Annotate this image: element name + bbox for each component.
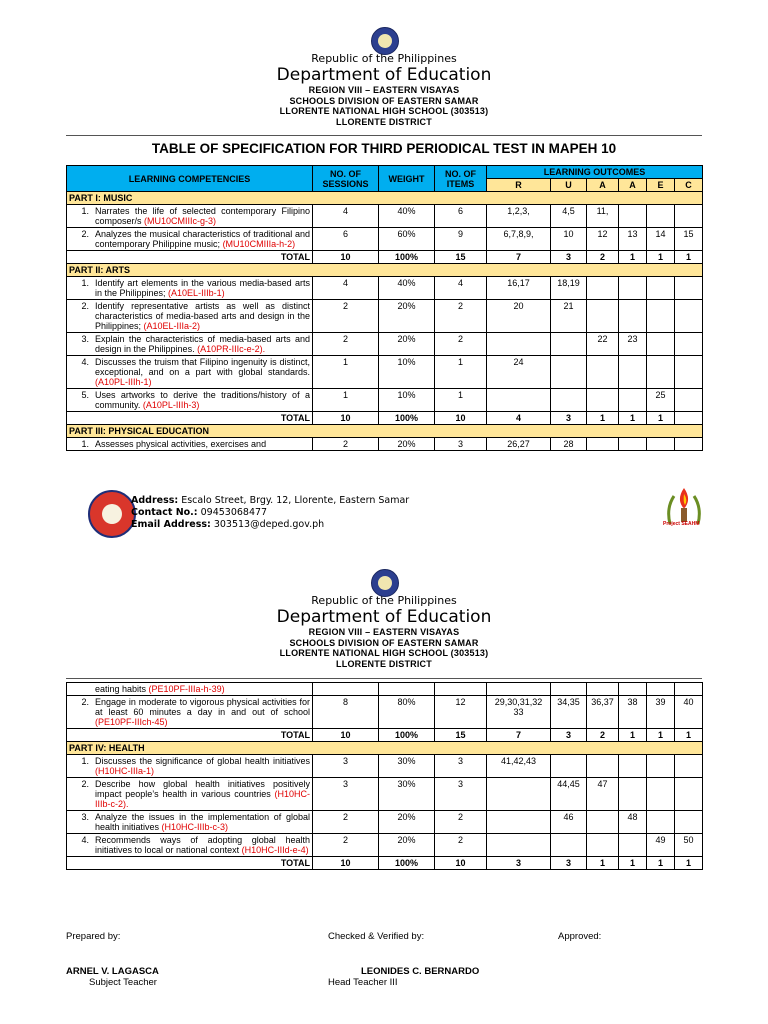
competency-code: (PE10PF-IIIch-45) (95, 717, 168, 727)
weight-cell: 20% (379, 333, 435, 356)
total-e-cell: 1 (647, 412, 675, 425)
header2-line-2: SCHOOLS DIVISION OF EASTERN SAMAR (289, 637, 479, 648)
outcome-a1-cell (587, 356, 619, 389)
competency-number: 1. (81, 439, 89, 449)
header-line-1: REGION VIII – EASTERN VISAYAS (308, 85, 460, 95)
outcome-c-cell (675, 389, 703, 412)
pe-continued-cell (67, 683, 313, 696)
header2-line-4: LLORENTE DISTRICT (336, 658, 432, 669)
competency-row (67, 834, 703, 857)
competency-text: Analyze the issues in the implementation of global health initiatives (95, 812, 310, 832)
competency-text: Discusses the truism that Filipino ingenuity is distinct, exceptional, and on a part with global standards. (95, 357, 310, 377)
outcome-a2-cell: 38 (619, 696, 647, 729)
weight-cell: 30% (379, 778, 435, 811)
total-c-cell: 1 (675, 857, 703, 870)
weight-cell: 60% (379, 228, 435, 251)
header-outcome-r: R (487, 179, 551, 192)
preparer-name: ARNEL V. LAGASCA (66, 966, 159, 977)
items-cell: 2 (435, 300, 487, 333)
music-rows (67, 205, 703, 251)
email-value: 303513@deped.gov.ph (210, 519, 325, 530)
specification-table-page2 (66, 682, 703, 870)
outcome-u-cell (551, 333, 587, 356)
competency-text: Engage in moderate to vigorous physical activities for at least 60 minutes a day in and out of school (95, 697, 310, 717)
competency-text: Explain the characteristics of media-based arts and design in the Philippines. (95, 334, 310, 354)
header-competencies: LEARNING COMPETENCIES (67, 166, 313, 192)
header-line-4: LLORENTE DISTRICT (336, 116, 432, 127)
arts-total-row (67, 412, 703, 425)
competency-text: Identify art elements in the various media-based arts in the Philippines; (95, 278, 310, 298)
total-items-cell: 15 (435, 729, 487, 742)
outcome-a1-cell: 11, (587, 205, 619, 228)
checked-by-label: Checked & Verified by: (328, 931, 425, 942)
total-weight-cell: 100% (379, 251, 435, 264)
weight-cell: 80% (379, 696, 435, 729)
outcome-e-cell (647, 438, 675, 451)
outcome-e-cell (647, 755, 675, 778)
part-music-heading: PART I: MUSIC (67, 192, 703, 205)
header-weight: WEIGHT (379, 166, 435, 192)
competency-number: 1. (81, 206, 89, 216)
header-items: NO. OF ITEMS (435, 166, 487, 192)
total-a1-cell: 1 (587, 857, 619, 870)
outcome-e-cell: 49 (647, 834, 675, 857)
preparer-role: Subject Teacher (89, 977, 157, 988)
competency-cell (67, 356, 313, 389)
total-u-cell: 3 (551, 729, 587, 742)
competency-cell (67, 755, 313, 778)
pe-row2 (67, 696, 703, 729)
outcome-c-cell (675, 333, 703, 356)
total-items-cell: 10 (435, 857, 487, 870)
outcome-u-cell: 18,19 (551, 277, 587, 300)
total-e-cell: 1 (647, 251, 675, 264)
outcome-e-cell (647, 300, 675, 333)
competency-number: 4. (81, 835, 89, 845)
competency-row (67, 356, 703, 389)
sessions-cell: 3 (313, 755, 379, 778)
outcome-r-cell (487, 811, 551, 834)
competency-row (67, 228, 703, 251)
department-heading: Department of Education (276, 65, 492, 85)
competency-code: (A10PL-IIIh-3) (142, 400, 200, 410)
outcome-a1-cell (587, 300, 619, 333)
total-c-cell: 1 (675, 729, 703, 742)
republic-heading: Republic of the Philippines (311, 52, 457, 65)
total-a2-cell: 1 (619, 251, 647, 264)
outcome-u-cell: 44,45 (551, 778, 587, 811)
weight-cell: 10% (379, 389, 435, 412)
outcome-c-cell: 50 (675, 834, 703, 857)
items-cell: 9 (435, 228, 487, 251)
weight-cell: 20% (379, 811, 435, 834)
outcome-e-cell (647, 205, 675, 228)
total-a1-cell: 1 (587, 412, 619, 425)
outcome-a1-cell: 47 (587, 778, 619, 811)
competency-row (67, 778, 703, 811)
outcome-r-cell (487, 333, 551, 356)
competency-code: (A10PR-IIIc-e-2). (197, 344, 266, 354)
checker-role: Head Teacher III (328, 977, 398, 988)
project-label: Project SEAHM (663, 521, 700, 527)
total-e-cell: 1 (647, 857, 675, 870)
competency-text: Describe how global health initiatives positively impact people’s health in various countries (95, 779, 310, 799)
total-sessions-cell: 10 (313, 857, 379, 870)
outcome-a2-cell (619, 389, 647, 412)
school-logo-icon (88, 490, 136, 538)
competency-code: (A10EL-IIIa-2) (143, 321, 201, 331)
outcome-r-cell: 29,30,31,32 33 (487, 696, 551, 729)
outcome-u-cell: 4,5 (551, 205, 587, 228)
outcome-c-cell (675, 277, 703, 300)
weight-cell: 40% (379, 277, 435, 300)
total-c-cell: 1 (675, 251, 703, 264)
items-cell: 3 (435, 755, 487, 778)
sessions-cell: 2 (313, 811, 379, 834)
deped-seal-icon (371, 27, 399, 55)
weight-cell: 20% (379, 438, 435, 451)
competency-text: Recommends ways of adopting global health initiatives to local or national context (95, 835, 310, 855)
sessions-cell: 1 (313, 356, 379, 389)
competency-text: Analyzes the musical characteristics of traditional and contemporary Philippine music; (95, 229, 310, 249)
competency-cell (67, 277, 313, 300)
outcome-e-cell: 14 (647, 228, 675, 251)
total-r-cell: 3 (487, 857, 551, 870)
outcome-a2-cell (619, 356, 647, 389)
competency-row (67, 300, 703, 333)
outcome-c-cell (675, 811, 703, 834)
sessions-cell: 1 (313, 389, 379, 412)
competency-text: Uses artworks to derive the traditions/history of a community. (95, 390, 310, 410)
header-outcome-a2: A (619, 179, 647, 192)
header-line-2: SCHOOLS DIVISION OF EASTERN SAMAR (289, 95, 479, 106)
total-r-cell: 4 (487, 412, 551, 425)
prepared-by-label: Prepared by: (66, 931, 121, 942)
competency-row (67, 755, 703, 778)
outcome-a1-cell (587, 438, 619, 451)
music-total-row (67, 251, 703, 264)
outcome-a1-cell: 12 (587, 228, 619, 251)
outcome-r-cell: 6,7,8,9, (487, 228, 551, 251)
outcome-a2-cell: 48 (619, 811, 647, 834)
competency-code: (H10HC-IIIa-1) (95, 766, 155, 776)
competency-cell (67, 696, 313, 729)
sessions-cell: 2 (313, 333, 379, 356)
competency-number: 2. (81, 697, 89, 707)
outcome-a2-cell (619, 778, 647, 811)
outcome-u-cell (551, 755, 587, 778)
part-pe-heading: PART III: PHYSICAL EDUCATION (67, 425, 703, 438)
outcome-e-cell (647, 811, 675, 834)
outcome-r-cell: 24 (487, 356, 551, 389)
outcome-c-cell (675, 778, 703, 811)
competency-number: 2. (81, 301, 89, 311)
sessions-cell: 3 (313, 778, 379, 811)
competency-number: 3. (81, 334, 89, 344)
outcome-e-cell (647, 356, 675, 389)
pe-total-row (67, 729, 703, 742)
weight-cell: 10% (379, 356, 435, 389)
outcome-c-cell: 15 (675, 228, 703, 251)
outcome-a1-cell (587, 755, 619, 778)
header-outcomes: LEARNING OUTCOMES (487, 166, 703, 179)
competency-number: 1. (81, 278, 89, 288)
competency-code: (A10EL-IIIb-1) (168, 288, 225, 298)
total-items-cell: 10 (435, 412, 487, 425)
sessions-cell: 4 (313, 205, 379, 228)
header-outcome-c: C (675, 179, 703, 192)
outcome-e-cell (647, 778, 675, 811)
competency-text: Narrates the life of selected contemporary Filipino composer/s (95, 206, 310, 226)
total-a1-cell: 2 (587, 251, 619, 264)
items-cell: 4 (435, 277, 487, 300)
competency-cell (67, 834, 313, 857)
total-weight-cell: 100% (379, 729, 435, 742)
total-e-cell: 1 (647, 729, 675, 742)
outcome-c-cell (675, 438, 703, 451)
outcome-r-cell: 1,2,3, (487, 205, 551, 228)
header2-line-3: LLORENTE NATIONAL HIGH SCHOOL (303513) (279, 648, 489, 658)
total-sessions-cell: 10 (313, 412, 379, 425)
total-c-cell (675, 412, 703, 425)
total-r-cell: 7 (487, 729, 551, 742)
outcome-c-cell (675, 356, 703, 389)
outcome-e-cell: 39 (647, 696, 675, 729)
sessions-cell: 2 (313, 438, 379, 451)
outcome-a2-cell (619, 834, 647, 857)
weight-cell: 20% (379, 300, 435, 333)
competency-code: (MU10CMIIIc-g-3) (144, 216, 217, 226)
outcome-r-cell (487, 389, 551, 412)
email-label: Email Address: (131, 519, 211, 530)
outcome-r-cell (487, 778, 551, 811)
header-line-3: LLORENTE NATIONAL HIGH SCHOOL (303513) (279, 106, 489, 116)
health-total-row (67, 857, 703, 870)
header-outcome-a1: A (587, 179, 619, 192)
outcome-a1-cell: 36,37 (587, 696, 619, 729)
header-divider-2 (66, 678, 702, 679)
competency-text: Discusses the significance of global health initiatives (95, 756, 310, 766)
pe-row1 (67, 438, 703, 451)
competency-cell (67, 228, 313, 251)
items-cell: 1 (435, 389, 487, 412)
competency-code: (H10HC-IIId-e-4) (241, 845, 309, 855)
outcome-a1-cell (587, 834, 619, 857)
pe-continued-text: eating habits (95, 684, 149, 694)
header-outcome-u: U (551, 179, 587, 192)
items-cell: 2 (435, 333, 487, 356)
outcome-r-cell (487, 834, 551, 857)
part-arts-heading: PART II: ARTS (67, 264, 703, 277)
total-u-cell: 3 (551, 412, 587, 425)
competency-cell (67, 811, 313, 834)
outcome-a2-cell (619, 277, 647, 300)
competency-number: 2. (81, 779, 89, 789)
competency-cell (67, 333, 313, 356)
sessions-cell: 6 (313, 228, 379, 251)
outcome-a2-cell (619, 438, 647, 451)
total-label: TOTAL (67, 729, 313, 742)
total-sessions-cell: 10 (313, 729, 379, 742)
competency-cell (67, 300, 313, 333)
outcome-a1-cell: 22 (587, 333, 619, 356)
competency-text: Assesses physical activities, exercises and (95, 439, 267, 449)
total-a2-cell: 1 (619, 729, 647, 742)
republic-heading-2: Republic of the Philippines (311, 594, 457, 607)
weight-cell: 40% (379, 205, 435, 228)
pe-continued-code: (PE10PF-IIIa-h-39) (148, 684, 225, 694)
competency-code: (MU10CMIIIa-h-2) (222, 239, 296, 249)
outcome-u-cell (551, 834, 587, 857)
outcome-a2-cell: 23 (619, 333, 647, 356)
checker-name: LEONIDES C. BERNARDO (361, 966, 480, 977)
outcome-a2-cell: 13 (619, 228, 647, 251)
competency-number: 2. (81, 229, 89, 239)
total-a1-cell: 2 (587, 729, 619, 742)
competency-text: Identify representative artists as well as distinct characteristics of media-based arts and design in the Philippines; (95, 301, 310, 331)
part-health-heading: PART IV: HEALTH (67, 742, 703, 755)
sessions-cell: 2 (313, 834, 379, 857)
outcome-e-cell (647, 277, 675, 300)
outcome-c-cell (675, 300, 703, 333)
contact-label: Contact No.: (131, 507, 198, 518)
total-weight-cell: 100% (379, 412, 435, 425)
approved-label: Approved: (558, 931, 602, 942)
outcome-u-cell (551, 389, 587, 412)
total-label: TOTAL (67, 412, 313, 425)
outcome-a2-cell (619, 300, 647, 333)
document-title: TABLE OF SPECIFICATION FOR THIRD PERIODICAL TEST IN MAPEH 10 (151, 141, 617, 156)
outcome-a1-cell (587, 811, 619, 834)
competency-row (67, 811, 703, 834)
total-sessions-cell: 10 (313, 251, 379, 264)
outcome-r-cell: 16,17 (487, 277, 551, 300)
items-cell: 6 (435, 205, 487, 228)
outcome-a1-cell (587, 389, 619, 412)
competency-cell (67, 438, 313, 451)
competency-cell (67, 205, 313, 228)
weight-cell: 30% (379, 755, 435, 778)
total-items-cell: 15 (435, 251, 487, 264)
address-value: Escalo Street, Brgy. 12, Llorente, Eastern Samar (178, 495, 410, 506)
items-cell: 3 (435, 778, 487, 811)
competency-row (67, 389, 703, 412)
outcome-a2-cell (619, 205, 647, 228)
competency-code: (H10HC-IIIb-c-2). (95, 789, 310, 809)
total-u-cell: 3 (551, 857, 587, 870)
outcome-r-cell: 20 (487, 300, 551, 333)
outcome-u-cell: 34,35 (551, 696, 587, 729)
competency-cell (67, 389, 313, 412)
items-cell: 2 (435, 811, 487, 834)
address-label: Address: (131, 495, 179, 506)
outcome-r-cell: 41,42,43 (487, 755, 551, 778)
competency-code: (A10PL-IIIh-1) (95, 377, 152, 387)
competency-row (67, 205, 703, 228)
outcome-c-cell (675, 755, 703, 778)
arts-rows (67, 277, 703, 412)
outcome-e-cell (647, 333, 675, 356)
items-cell: 2 (435, 834, 487, 857)
competency-row (67, 438, 703, 451)
contact-value: 09453068477 (197, 507, 268, 518)
total-u-cell: 3 (551, 251, 587, 264)
total-a2-cell: 1 (619, 857, 647, 870)
weight-cell: 20% (379, 834, 435, 857)
specification-table-page1 (66, 165, 703, 451)
sessions-cell: 8 (313, 696, 379, 729)
competency-row (67, 696, 703, 729)
outcome-u-cell: 46 (551, 811, 587, 834)
competency-code: (H10HC-IIIb-c-3) (161, 822, 229, 832)
competency-number: 4. (81, 357, 89, 367)
total-weight-cell: 100% (379, 857, 435, 870)
outcome-r-cell: 26,27 (487, 438, 551, 451)
header-divider (66, 135, 702, 136)
items-cell: 3 (435, 438, 487, 451)
total-a2-cell: 1 (619, 412, 647, 425)
competency-row (67, 333, 703, 356)
items-cell: 12 (435, 696, 487, 729)
outcome-a2-cell (619, 755, 647, 778)
outcome-u-cell: 10 (551, 228, 587, 251)
items-cell: 1 (435, 356, 487, 389)
competency-number: 3. (81, 812, 89, 822)
outcome-u-cell (551, 356, 587, 389)
deped-seal-icon-2 (371, 569, 399, 597)
total-label: TOTAL (67, 857, 313, 870)
outcome-c-cell: 40 (675, 696, 703, 729)
competency-row (67, 277, 703, 300)
health-rows (67, 755, 703, 857)
total-r-cell: 7 (487, 251, 551, 264)
outcome-u-cell: 28 (551, 438, 587, 451)
header2-line-1: REGION VIII – EASTERN VISAYAS (308, 627, 460, 637)
footer-contact (131, 495, 409, 531)
competency-number: 1. (81, 756, 89, 766)
competency-cell (67, 778, 313, 811)
sessions-cell: 2 (313, 300, 379, 333)
header-outcome-e: E (647, 179, 675, 192)
department-heading-2: Department of Education (276, 607, 492, 627)
header-sessions: NO. OF SESSIONS (313, 166, 379, 192)
sessions-cell: 4 (313, 277, 379, 300)
total-label: TOTAL (67, 251, 313, 264)
outcome-u-cell: 21 (551, 300, 587, 333)
outcome-c-cell (675, 205, 703, 228)
outcome-a1-cell (587, 277, 619, 300)
competency-number: 5. (81, 390, 89, 400)
outcome-e-cell: 25 (647, 389, 675, 412)
